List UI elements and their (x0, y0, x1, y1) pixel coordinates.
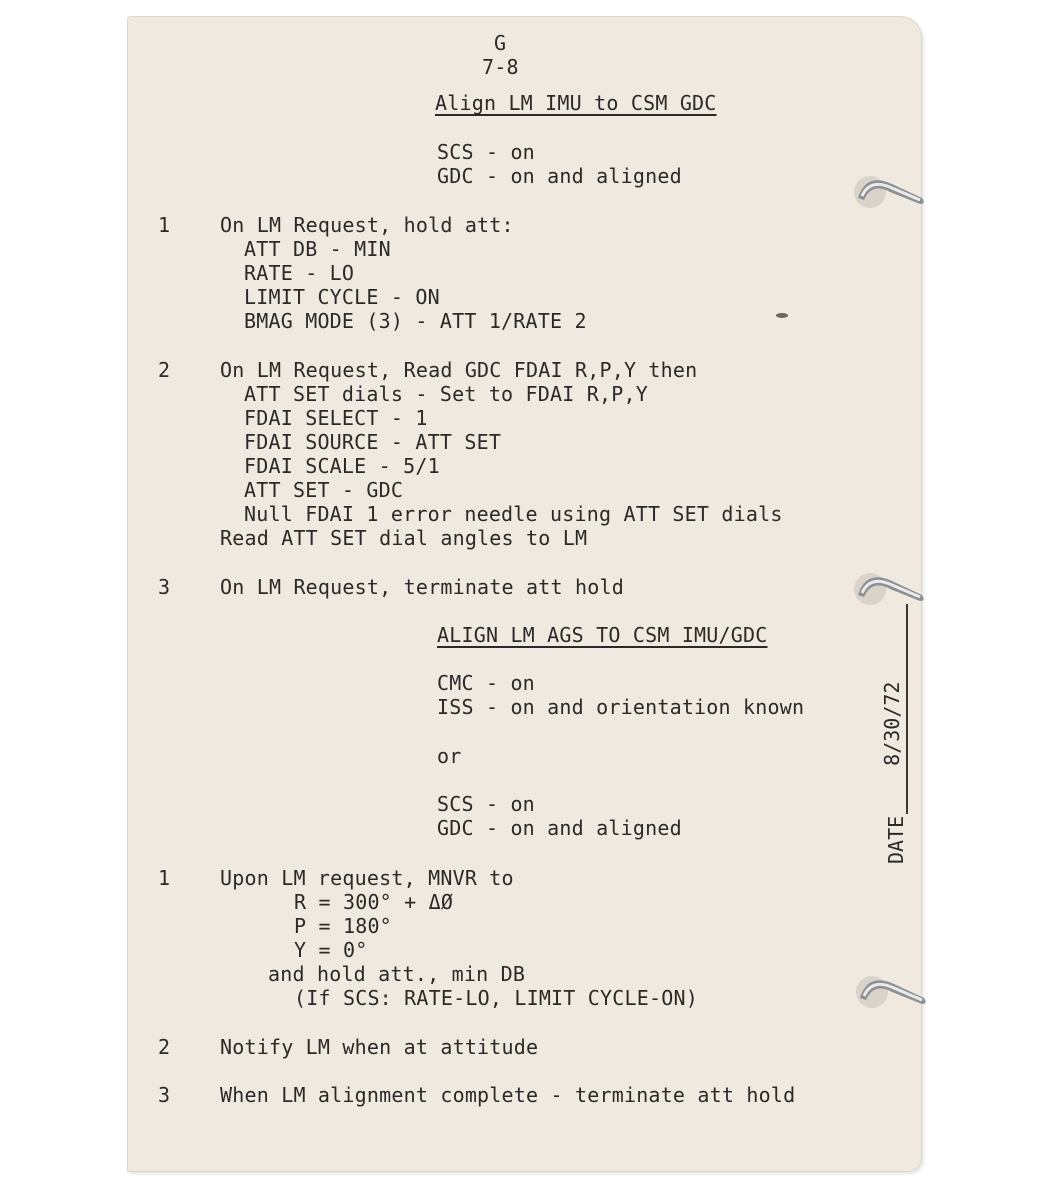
step-line: Read ATT SET dial angles to LM (220, 526, 588, 550)
step-line: ATT DB - MIN (244, 237, 391, 261)
step-number: 1 (158, 213, 171, 237)
date-stamp (880, 604, 908, 864)
paper-speck (776, 313, 788, 318)
condition-line: ISS - on and orientation known (437, 695, 805, 719)
step-line: BMAG MODE (3) - ATT 1/RATE 2 (244, 309, 587, 333)
condition-line: GDC - on and aligned (437, 816, 682, 840)
step-number: 3 (158, 575, 171, 599)
condition-line: SCS - on (437, 792, 535, 816)
step-line: LIMIT CYCLE - ON (244, 285, 440, 309)
section-title-ags-align: ALIGN LM AGS TO CSM IMU/GDC (437, 623, 768, 647)
date-label: DATE (884, 815, 908, 864)
condition-line: SCS - on (437, 140, 535, 164)
step-line: On LM Request, terminate att hold (220, 575, 624, 599)
step-line: FDAI SCALE - 5/1 (244, 454, 440, 478)
step-line: R = 300° + ΔØ (294, 890, 454, 914)
condition-line: CMC - on (437, 671, 535, 695)
section-letter: G (494, 31, 507, 55)
step-line: Notify LM when at attitude (220, 1035, 539, 1059)
binder-ring-top (848, 168, 928, 214)
step-line: Upon LM request, MNVR to (220, 866, 514, 890)
step-line: On LM Request, hold att: (220, 213, 514, 237)
step-line: Y = 0° (294, 938, 368, 962)
step-line: On LM Request, Read GDC FDAI R,P,Y then (220, 358, 698, 382)
step-number: 2 (158, 1035, 171, 1059)
step-line: ATT SET - GDC (244, 478, 404, 502)
step-line: RATE - LO (244, 261, 355, 285)
page-number: 7-8 (482, 55, 519, 79)
step-line: (If SCS: RATE-LO, LIMIT CYCLE-ON) (294, 986, 698, 1010)
condition-or: or (437, 744, 462, 768)
section-title-imu-align: Align LM IMU to CSM GDC (435, 91, 717, 115)
step-line: P = 180° (294, 914, 392, 938)
step-line: FDAI SELECT - 1 (244, 406, 428, 430)
date-value: 8/30/72 (880, 681, 904, 766)
date-line (880, 604, 908, 814)
step-number: 3 (158, 1083, 171, 1107)
step-number: 2 (158, 358, 171, 382)
step-line: FDAI SOURCE - ATT SET (244, 430, 502, 454)
binder-ring-bottom (850, 968, 930, 1014)
step-line: ATT SET dials - Set to FDAI R,P,Y (244, 382, 648, 406)
step-line: When LM alignment complete - terminate att hold (220, 1083, 796, 1107)
step-line: and hold att., min DB (268, 962, 526, 986)
step-number: 1 (158, 866, 171, 890)
condition-line: GDC - on and aligned (437, 164, 682, 188)
step-line: Null FDAI 1 error needle using ATT SET dials (244, 502, 783, 526)
